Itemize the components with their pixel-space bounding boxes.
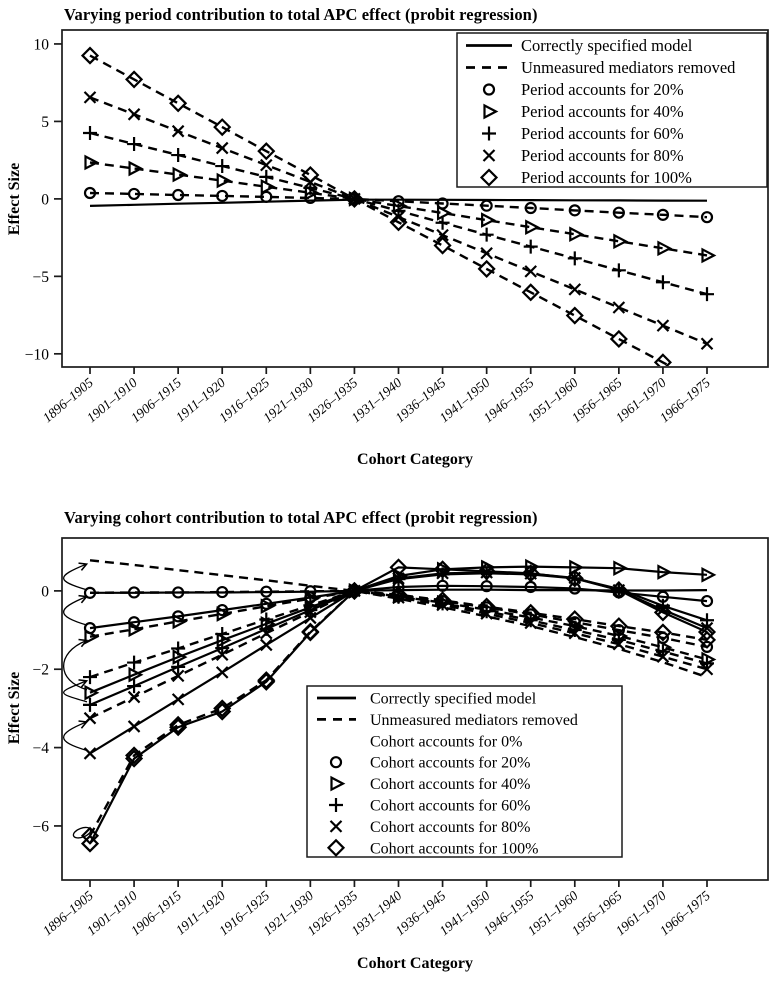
x-tick-label: 1901–1910 — [83, 887, 140, 939]
x-tick-label: 1926–1935 — [304, 374, 361, 426]
y-tick-label: −6 — [32, 818, 49, 836]
x-tick-label: 1931–1940 — [348, 374, 405, 426]
x-tick-label: 1961–1970 — [612, 374, 669, 426]
legend — [307, 686, 622, 857]
x-tick-label: 1961–1970 — [612, 887, 669, 939]
y-tick-label: −10 — [24, 346, 49, 364]
y-tick-label: 10 — [33, 36, 49, 54]
x-tick-label: 1896–1905 — [39, 374, 96, 426]
left-edge-connector-arcs — [64, 564, 92, 840]
chart2-cohort-plot — [0, 495, 781, 990]
legend-label-period-accounts-for-100: Period accounts for 100% — [521, 168, 692, 187]
x-tick-label: 1911–1920 — [172, 374, 229, 425]
legend — [457, 33, 767, 187]
x-tick-label: 1956–1965 — [568, 374, 625, 426]
plot-area-1 — [33, 538, 769, 938]
chart2-x-axis-label: Cohort Category — [357, 955, 473, 972]
x-tick-label: 1931–1940 — [348, 887, 405, 939]
x-tick-label: 1941–1950 — [436, 374, 493, 426]
x-tick-label: 1946–1955 — [480, 887, 537, 939]
legend-label-unmeasured-mediators-removed: Unmeasured mediators removed — [370, 711, 578, 729]
y-tick-label: 0 — [41, 583, 49, 601]
legend-label-correctly-specified-model: Correctly specified model — [521, 36, 693, 55]
legend-label-cohort-accounts-for-0: Cohort accounts for 0% — [370, 733, 523, 751]
x-tick-label: 1966–1975 — [656, 374, 713, 426]
x-tick-label: 1906–1915 — [127, 374, 185, 426]
legend-label-correctly-specified-model: Correctly specified model — [370, 690, 537, 708]
y-tick-label: 0 — [41, 191, 49, 209]
x-tick-label: 1936–1945 — [392, 374, 449, 426]
y-tick-label: 5 — [41, 113, 49, 131]
x-tick-label: 1941–1950 — [436, 887, 493, 939]
legend-label-period-accounts-for-60: Period accounts for 60% — [521, 124, 684, 143]
chart2-title: Varying cohort contribution to total APC effect (probit regression) — [64, 508, 538, 527]
x-axis — [40, 880, 713, 938]
x-tick-label: 1916–1925 — [216, 887, 273, 939]
legend-label-period-accounts-for-40: Period accounts for 40% — [521, 102, 684, 121]
x-tick-label: 1896–1905 — [39, 887, 96, 939]
legend-label-period-accounts-for-80: Period accounts for 80% — [521, 146, 684, 165]
connector-arc — [64, 597, 87, 625]
legend-label-cohort-accounts-for-40: Cohort accounts for 40% — [370, 776, 531, 794]
x-tick-label: 1921–1930 — [260, 374, 317, 426]
x-tick-label: 1966–1975 — [656, 887, 713, 939]
y-axis — [33, 583, 63, 835]
y-tick-label: −5 — [32, 268, 49, 286]
x-tick-label: 1951–1960 — [524, 887, 581, 939]
chart2-y-axis-label: Effect Size — [6, 671, 23, 745]
connector-arc — [64, 722, 87, 750]
x-tick-label: 1946–1955 — [480, 374, 537, 426]
y-axis — [25, 36, 62, 363]
x-tick-label: 1911–1920 — [172, 887, 229, 938]
x-tick-label: 1936–1945 — [392, 887, 449, 939]
chart1-x-axis-label: Cohort Category — [357, 451, 473, 468]
chart1-title: Varying period contribution to total APC effect (probit regression) — [64, 5, 538, 24]
x-tick-label: 1916–1925 — [216, 374, 273, 426]
legend-label-cohort-accounts-for-100: Cohort accounts for 100% — [370, 840, 539, 858]
plot-area-0 — [25, 30, 768, 425]
legend-label-cohort-accounts-for-80: Cohort accounts for 80% — [370, 818, 531, 836]
legend-label-period-accounts-for-20: Period accounts for 20% — [521, 80, 684, 99]
connector-arc — [64, 564, 87, 590]
x-tick-label: 1951–1960 — [524, 374, 581, 426]
x-tick-label: 1901–1910 — [83, 374, 140, 426]
chart1-y-axis-label: Effect Size — [6, 162, 23, 236]
y-tick-label: −4 — [32, 740, 49, 758]
x-axis — [40, 367, 713, 425]
x-tick-label: 1921–1930 — [260, 887, 317, 939]
y-tick-label: −2 — [32, 661, 49, 679]
x-tick-label: 1956–1965 — [568, 887, 625, 939]
legend-label-cohort-accounts-for-20: Cohort accounts for 20% — [370, 754, 531, 772]
legend-label-cohort-accounts-for-60: Cohort accounts for 60% — [370, 797, 531, 815]
legend-label-unmeasured-mediators-removed: Unmeasured mediators removed — [521, 58, 736, 77]
x-tick-label: 1906–1915 — [127, 887, 185, 939]
x-tick-label: 1926–1935 — [304, 887, 361, 939]
